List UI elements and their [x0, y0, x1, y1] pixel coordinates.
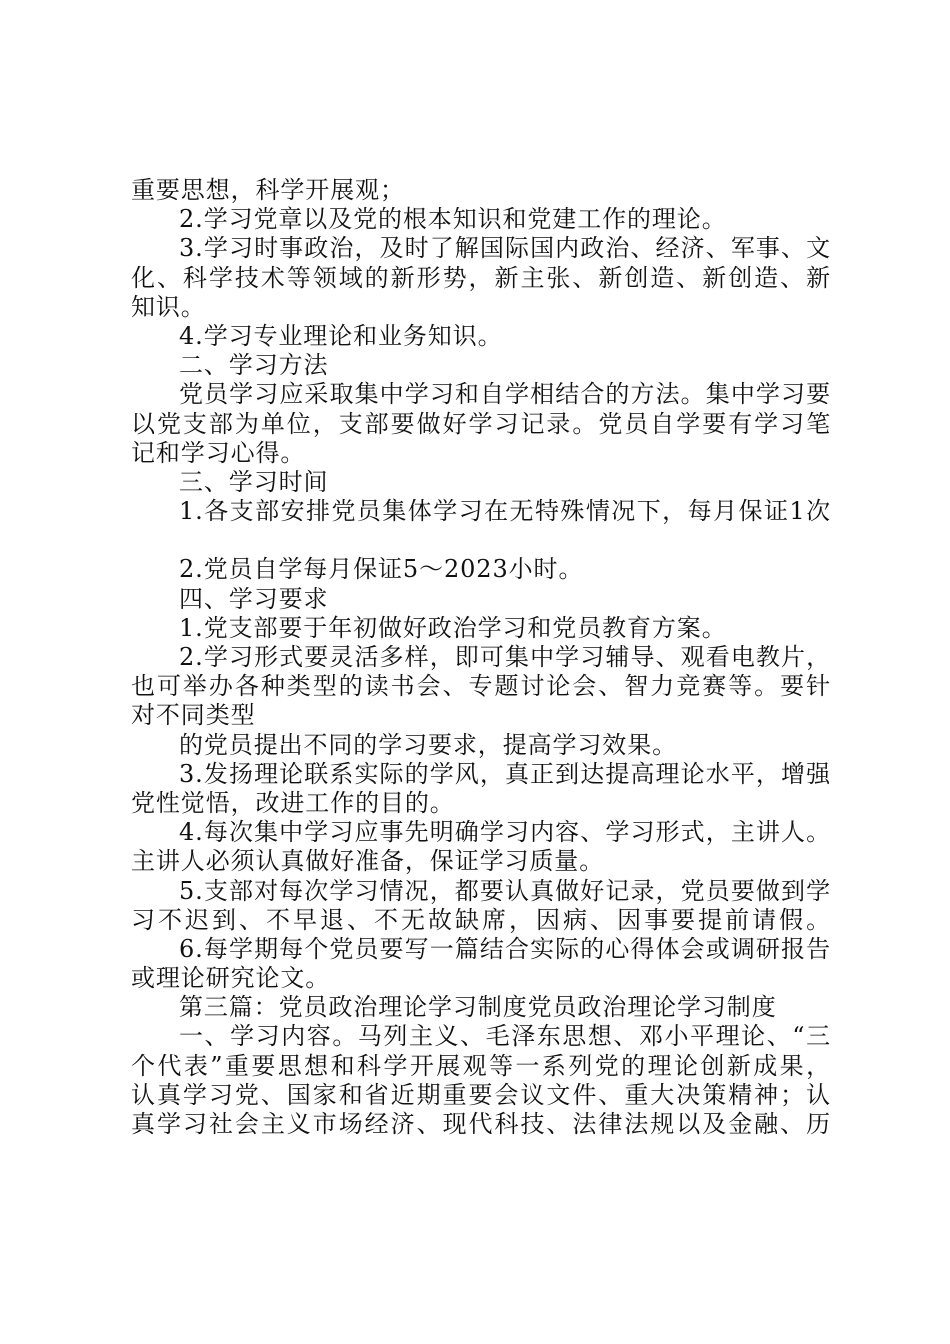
section-heading: 三、学习时间 [179, 467, 329, 496]
text-line: 也可举办各种类型的读书会、专题讨论会、智力竞赛等。要针 [131, 672, 831, 701]
text-line: 2.学习形式要灵活多样，即可集中学习辅导、观看电教片， [179, 643, 831, 671]
text-line: 5.支部对每次学习情况，都要认真做好记录，党员要做到学 [179, 876, 831, 905]
text-line: 2.党员自学每月保证5～2023小时。 [179, 555, 584, 584]
text-line: 记和学习心得。 [131, 438, 306, 467]
text-line: 1.党支部要于年初做好政治学习和党员教育方案。 [179, 613, 727, 642]
text-line: 4.学习专业理论和业务知识。 [179, 321, 503, 350]
document-body [131, 176, 831, 1139]
text-line: 重要思想，科学开展观； [131, 176, 405, 204]
text-line: 3.学习时事政治，及时了解国际国内政治、经济、军事、文 [179, 234, 831, 263]
text-line: 1.各支部安排党员集体学习在无特殊情况下，每月保证1次 [179, 497, 831, 526]
section-heading: 四、学习要求 [179, 584, 329, 613]
section-heading: 二、学习方法 [179, 351, 329, 380]
text-line: 党员学习应采取集中学习和自学相结合的方法。集中学习要 [179, 380, 831, 409]
text-line: 习不迟到、不早退、不无故缺席，因病、因事要提前请假。 [131, 905, 831, 934]
text-line: 2.学习党章以及党的根本知识和党建工作的理论。 [179, 205, 727, 234]
text-line: 或理论研究论文。 [131, 964, 331, 993]
text-line: 知识。 [131, 292, 206, 321]
text-line: 的党员提出不同的学习要求，提高学习效果。 [179, 730, 677, 759]
text-line: 化、科学技术等领域的新形势，新主张、新创造、新创造、新 [131, 263, 831, 292]
text-line: 6.每学期每个党员要写一篇结合实际的心得体会或调研报告 [179, 934, 831, 963]
text-line: 真学习社会主义市场经济、现代科技、法律法规以及金融、历 [131, 1110, 831, 1138]
text-line: 一、学习内容。马列主义、毛泽东思想、邓小平理论、“三 [179, 1022, 831, 1051]
text-line: 党性觉悟，改进工作的目的。 [131, 788, 455, 817]
text-line: 以党支部为单位，支部要做好学习记录。党员自学要有学习笔 [131, 409, 831, 438]
chapter-heading: 第三篇：党员政治理论学习制度党员政治理论学习制度 [179, 993, 777, 1022]
text-line: 3.发扬理论联系实际的学风，真正到达提高理论水平，增强 [179, 759, 831, 788]
blank-line [131, 526, 831, 555]
text-line: 4.每次集中学习应事先明确学习内容、学习形式，主讲人。 [179, 818, 831, 847]
text-line: 认真学习党、国家和省近期重要会议文件、重大决策精神；认 [131, 1080, 831, 1109]
text-line: 个代表”重要思想和科学开展观等一系列党的理论创新成果， [131, 1051, 831, 1080]
text-line: 对不同类型 [131, 701, 256, 730]
text-line: 主讲人必须认真做好准备，保证学习质量。 [131, 847, 605, 876]
